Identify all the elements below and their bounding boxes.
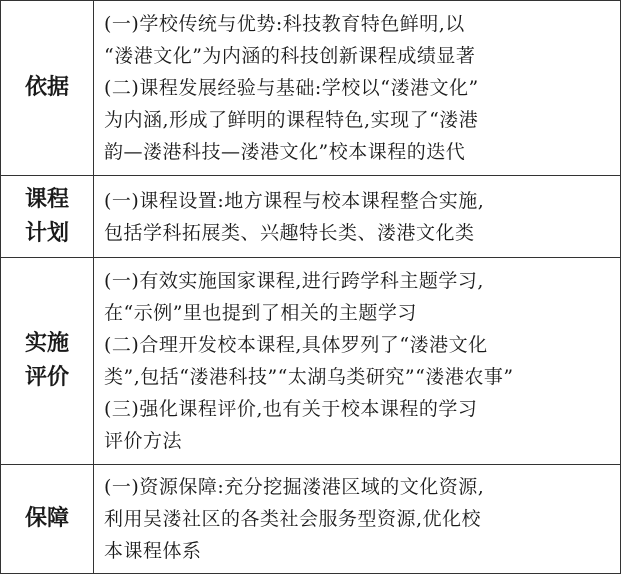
row-content-implementation <box>94 258 621 465</box>
row-label-plan <box>1 176 94 258</box>
content-line: “溇港文化”为内涵的科技创新课程成绩显著 <box>104 45 476 67</box>
row-label-text: 计划 <box>24 220 69 246</box>
content-line: 包括学科拓展类、兴趣特长类、溇港文化类 <box>104 221 475 244</box>
content-line: (一)有效实施国家课程,进行跨学科主题学习, <box>104 270 484 292</box>
content-line: 类”,包括“溇港科技”“太湖乌类研究”“溇港农事” <box>104 366 514 388</box>
content-line: 本课程体系 <box>104 540 202 562</box>
row-content-basis <box>94 1 621 176</box>
table-row-basis <box>1 1 621 176</box>
content-line: 评价方法 <box>104 430 183 452</box>
content-line: (三)强化课程评价,也有关于校本课程的学习 <box>104 398 478 420</box>
row-label-basis <box>1 1 94 176</box>
row-label-implementation <box>1 258 94 465</box>
row-label-text: 实施 <box>24 331 69 356</box>
table-row-guarantee <box>1 465 621 574</box>
row-content-plan <box>94 176 621 258</box>
row-label-text: 评价 <box>24 365 69 390</box>
table-row-implementation <box>1 258 621 465</box>
row-content-guarantee <box>94 465 621 574</box>
content-line: (二)合理开发校本课程,具体罗列了“溇港文化 <box>104 334 488 356</box>
content-line: (一)学校传统与优势:科技教育特色鲜明,以 <box>104 13 465 35</box>
content-line: 利用吴溇社区的各类社会服务型资源,优化校 <box>104 508 482 530</box>
content-line: (一)资源保障:充分挖掘溇港区域的文化资源, <box>104 476 485 498</box>
content-line: 为内涵,形成了鲜明的课程特色,实现了“溇港 <box>104 109 479 131</box>
content-line: 韵—溇港科技—溇港文化”校本课程的迭代 <box>104 141 466 163</box>
content-line: (一)课程设置:地方课程与校本课程整合实施, <box>104 189 485 212</box>
content-line: (二)课程发展经验与基础:学校以“溇港文化” <box>104 77 479 99</box>
row-label-guarantee <box>1 465 94 574</box>
row-label-text: 保障 <box>24 506 69 531</box>
row-label-text: 依据 <box>24 75 69 100</box>
table-row-plan <box>1 176 621 258</box>
row-label-text: 课程 <box>24 186 69 212</box>
content-line: 在“示例”里也提到了相关的主题学习 <box>104 302 417 324</box>
